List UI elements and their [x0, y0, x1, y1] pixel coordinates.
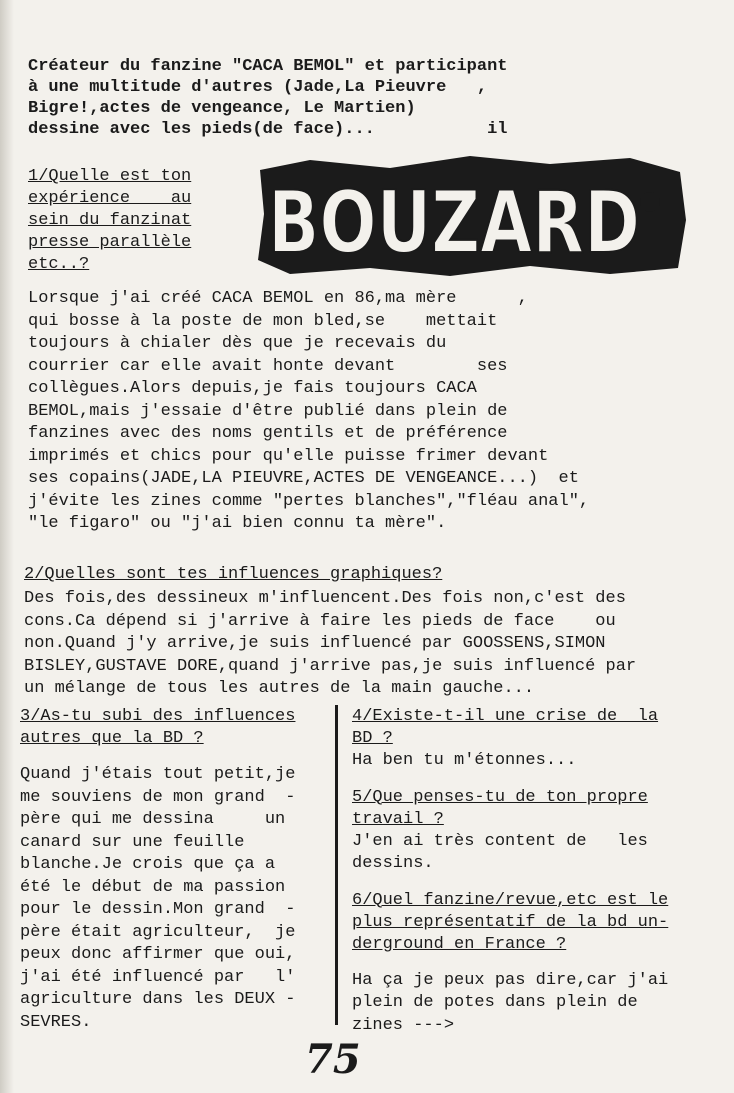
- page-number: 75: [305, 1036, 361, 1083]
- left-column: [20, 706, 330, 1034]
- answer-3: Quand j'étais tout petit,je me souviens de mon grand - père qui me dessina un canard sur une feuille blanche.Je crois que ça a été le début de ma passion pour le dessin.Mon grand - père était agriculteur, je peux donc affirmer que oui, j'ai été influencé par l' agriculture dans les DEUX - SEVRES.: [20, 765, 296, 1032]
- answer-6: Ha ça je peux pas dire,car j'ai plein de potes dans plein de zines --->: [352, 970, 669, 1035]
- question-5: 5/Que penses-tu de ton propre travail ?: [352, 787, 648, 829]
- question-1: 1/Quelle est ton expérience au sein du fanzinat presse parallèle etc..?: [28, 167, 192, 274]
- answer-4: Ha ben tu m'étonnes...: [352, 751, 577, 770]
- intro-paragraph: Créateur du fanzine "CACA BEMOL" et participant à une multitude d'autres (Jade,La Pieuvre , Bigre!,actes de vengeance, Le Martien) dessine avec les pieds(de face)... il: [28, 57, 508, 139]
- right-column: [352, 706, 712, 1037]
- question-6: 6/Quel fanzine/revue,etc est le plus représentatif de la bd un- derground en France ?: [352, 890, 669, 954]
- answer-2: Des fois,des dessineux m'influencent.Des fois non,c'est des cons.Ca dépend si j'arrive à faire les pieds de face ou non.Quand j'y arrive,je suis influencé par GOOSSENS,SIMON BISLEY,GUSTAVE DORE,quand j'arrive pas,je suis influencé par un mélange de tous les autres de la main gauche...: [24, 589, 637, 698]
- bouzard-logo: [250, 150, 690, 280]
- question-3: 3/As-tu subi des influences autres que la BD ?: [20, 707, 296, 748]
- svg-text:BOUZARD: BOUZARD: [268, 173, 640, 273]
- page-binding-shadow: [0, 0, 14, 1093]
- question-4: 4/Existe-t-il une crise de la BD ?: [352, 707, 659, 748]
- answer-1: Lorsque j'ai créé CACA BEMOL en 86,ma mère , qui bosse à la poste de mon bled,se mettait toujours à chialer dès que je recevais du courrier car elle avait honte devant ses collègues.Alors depuis,je fais toujours CACA BEMOL,mais j'essaie d'être publié dans plein de fanzines avec des noms gentils et de préférence imprimés et chics pour qu'elle puisse frimer devant ses copains(JADE,LA PIEUVRE,ACTES DE VENGEANCE...) et j'évite les zines comme "pertes blanches","fléau anal", "le figaro" ou "j'ai bien connu ta mère".: [28, 289, 590, 533]
- answer-5: J'en ai très content de les dessins.: [352, 831, 648, 873]
- column-divider: [335, 705, 338, 1025]
- question-2: 2/Quelles sont tes influences graphiques?: [24, 565, 443, 584]
